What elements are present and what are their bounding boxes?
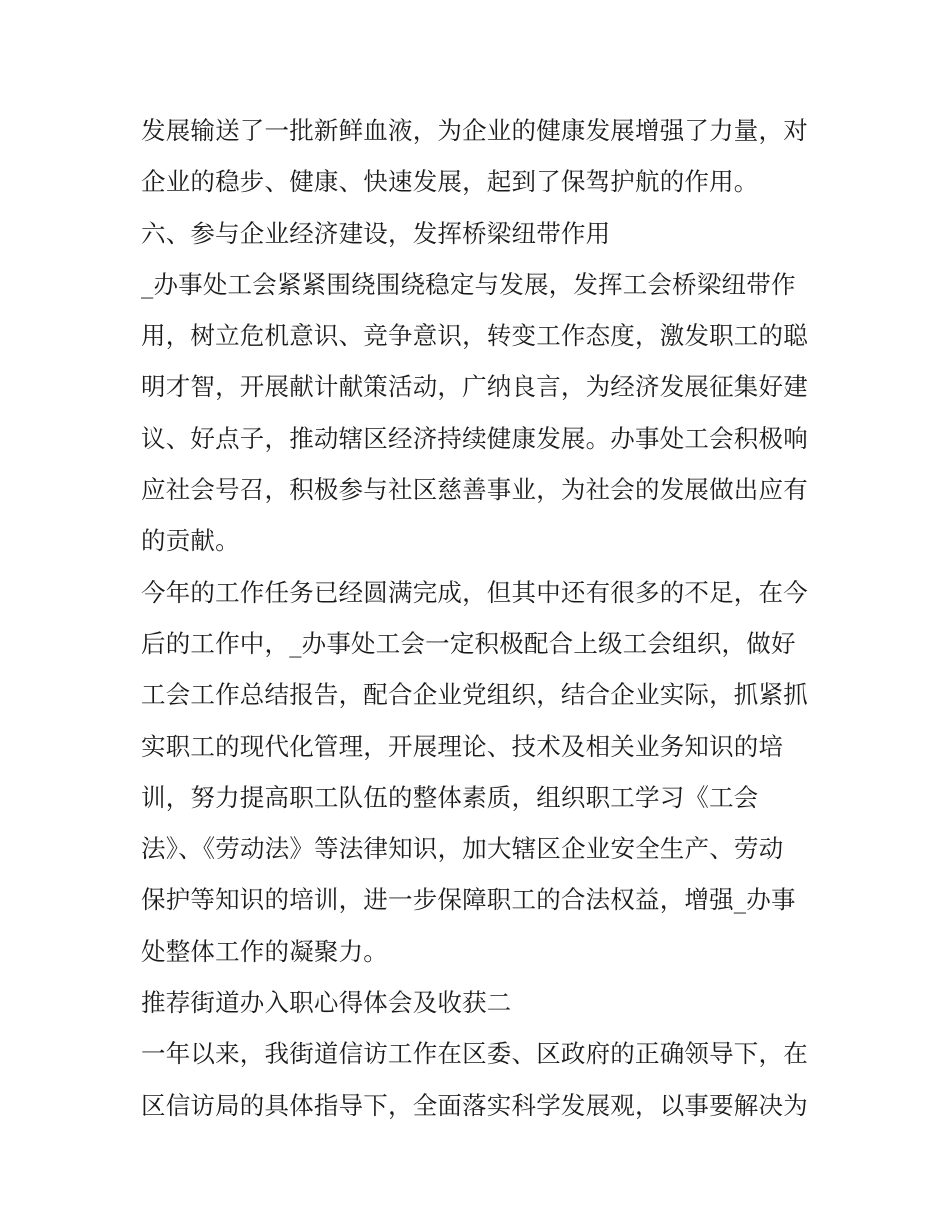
- text-line: 后的工作中，_办事处工会一定积极配合上级工会组织，做好: [141, 628, 796, 658]
- text-line: 今年的工作任务已经圆满完成，但其中还有很多的不足，在今: [141, 577, 808, 607]
- document-body: [141, 105, 821, 1131]
- text-line: 实职工的现代化管理，开展理论、技术及相关业务知识的培: [141, 731, 784, 761]
- text-line: 处整体工作的凝聚力。: [141, 936, 388, 966]
- text-line: 一年以来，我街道信访工作在区委、区政府的正确领导下，在: [141, 1039, 808, 1069]
- text-line: 保护等知识的培训，进一步保障职工的合法权益，增强_办事: [141, 885, 796, 915]
- text-line: 企业的稳步、健康、快速发展，起到了保驾护航的作用。: [141, 167, 759, 197]
- text-line: 法》、《劳动法》等法律知识，加大辖区企业安全生产、劳动: [141, 834, 784, 864]
- text-line: 发展输送了一批新鲜血液，为企业的健康发展增强了力量，对: [141, 116, 808, 145]
- text-line: 应社会号召，积极参与社区慈善事业，为社会的发展做出应有: [141, 475, 808, 505]
- text-line: 议、好点子，推动辖区经济持续健康发展。办事处工会积极响: [141, 423, 808, 453]
- section-heading: 推荐街道办入职心得体会及收获二: [141, 988, 512, 1018]
- text-line: 区信访局的具体指导下，全面落实科学发展观，以事要解决为: [141, 1090, 808, 1120]
- text-line: 工会工作总结报告，配合企业党组织，结合企业实际，抓紧抓: [141, 680, 808, 710]
- text-line: 训，努力提高职工队伍的整体素质，组织职工学习《工会: [141, 782, 759, 812]
- section-heading: 六、参与企业经济建设，发挥桥梁纽带作用: [141, 218, 611, 248]
- text-line: 的贡献。: [141, 526, 240, 556]
- text-line: _办事处工会紧紧围绕围绕稳定与发展，发挥工会桥梁纽带作: [141, 269, 796, 299]
- text-line: 明才智，开展献计献策活动，广纳良言，为经济发展征集好建: [141, 372, 808, 402]
- text-line: 用，树立危机意识、竞争意识，转变工作态度，激发职工的聪: [141, 321, 808, 351]
